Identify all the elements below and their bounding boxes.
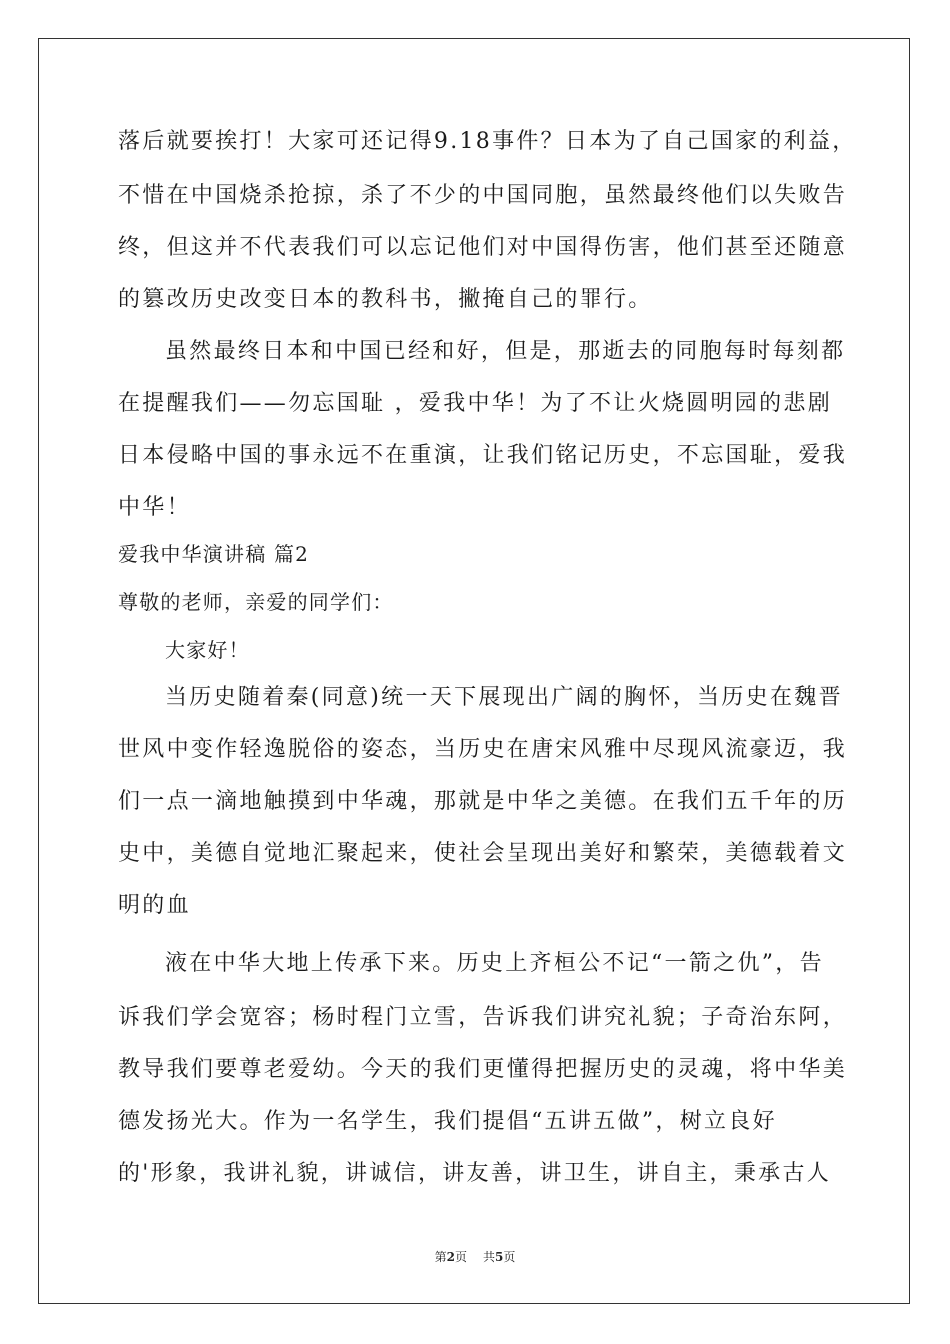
paragraph-line: 教导我们要尊老爱幼。今天的我们更懂得把握历史的灵魂，将中华美 xyxy=(118,1057,848,1082)
paragraph-line: 终，但这并不代表我们可以忘记他们对中国得伤害，他们甚至还随意 xyxy=(118,235,848,260)
paragraph-line: 德发扬光大。作为一名学生，我们提倡“五讲五做”，树立良好 xyxy=(118,1109,777,1134)
paragraph-line: 明的血 xyxy=(118,893,191,918)
paragraph-line: 史中，美德自觉地汇聚起来，使社会呈现出美好和繁荣，美德载着文 xyxy=(118,841,848,866)
paragraph-line: 在提醒我们——勿忘国耻 ，爱我中华！为了不让火烧圆明园的悲剧 xyxy=(118,391,832,416)
total-prefix: 共 xyxy=(483,1250,496,1264)
page-prefix: 第 xyxy=(434,1250,447,1264)
paragraph-line: 当历史随着秦(同意)统一天下展现出广阔的胸怀，当历史在魏晋 xyxy=(165,685,843,710)
greeting: 大家好！ xyxy=(165,638,250,662)
paragraph-line: 世风中变作轻逸脱俗的姿态，当历史在唐宋风雅中尽现风流豪迈，我 xyxy=(118,737,848,762)
paragraph-line: 液在中华大地上传承下来。历史上齐桓公不记“一箭之仇”，告 xyxy=(165,951,824,976)
paragraph-line: 的篡改历史改变日本的教科书，撇掩自己的罪行。 xyxy=(118,287,653,312)
total-pages-label xyxy=(483,1250,515,1264)
paragraph-line: 中华！ xyxy=(118,495,191,520)
paragraph-line: 不惜在中国烧杀抢掠，杀了不少的中国同胞，虽然最终他们以失败告 xyxy=(118,183,848,208)
paragraph-line: 落后就要挨打！大家可还记得9.18事件？日本为了自己国家的利益， xyxy=(118,129,857,154)
total-suffix: 页 xyxy=(503,1250,516,1264)
total-page-number: 5 xyxy=(495,1250,504,1264)
paragraph-line: 日本侵略中国的事永远不在重演，让我们铭记历史，不忘国耻，爱我 xyxy=(118,443,848,468)
paragraph-line: 诉我们学会宽容；杨时程门立雪，告诉我们讲究礼貌；子奇治东阿， xyxy=(118,1005,848,1030)
paragraph-line: 们一点一滴地触摸到中华魂，那就是中华之美德。在我们五千年的历 xyxy=(118,789,848,814)
paragraph-line: 虽然最终日本和中国已经和好，但是，那逝去的同胞每时每刻都 xyxy=(165,339,846,364)
current-page-number: 2 xyxy=(446,1250,455,1264)
page-number-label xyxy=(435,1250,467,1264)
page-suffix: 页 xyxy=(454,1250,467,1264)
paragraph-line: 的'形象，我讲礼貌，讲诚信，讲友善，讲卫生，讲自主，秉承古人 xyxy=(118,1161,832,1186)
section-heading: 爱我中华演讲稿 篇2 xyxy=(118,542,310,566)
page-footer xyxy=(0,1248,950,1265)
salutation: 尊敬的老师，亲爱的同学们： xyxy=(118,590,394,614)
